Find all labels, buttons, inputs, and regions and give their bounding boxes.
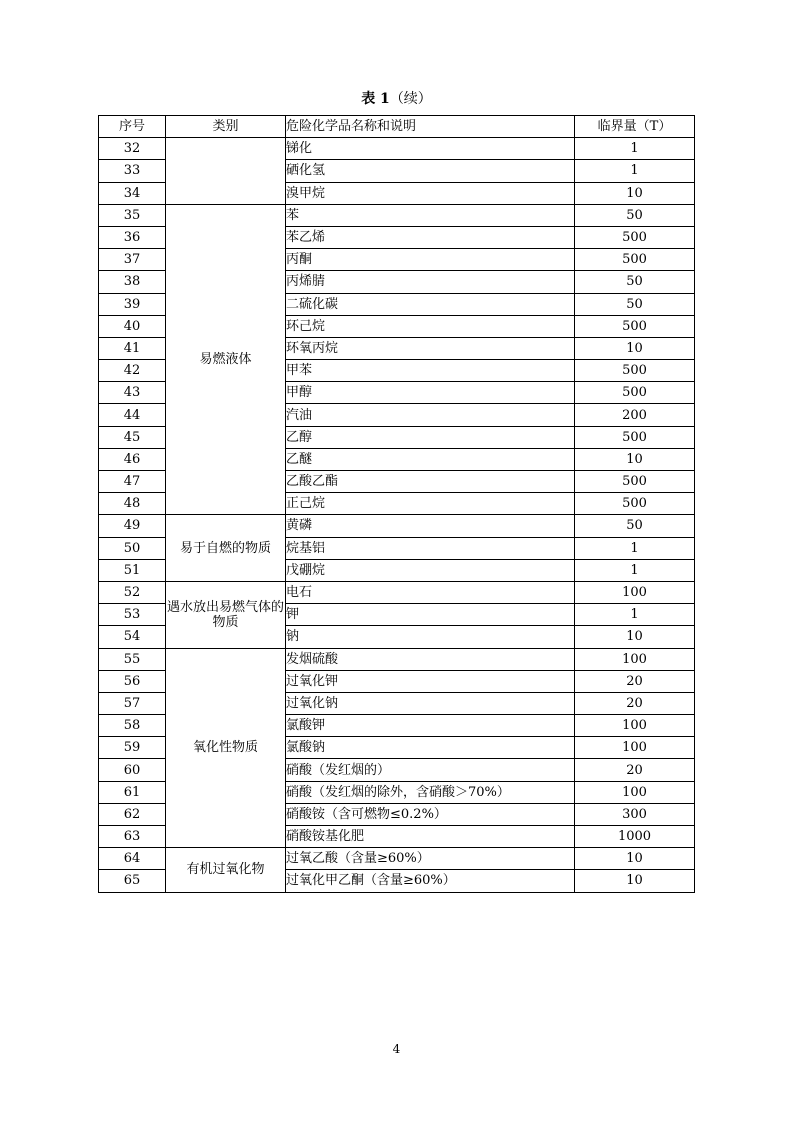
cell-category: 易于自燃的物质 xyxy=(166,515,286,582)
cell-critical-quantity: 500 xyxy=(575,493,695,515)
cell-serial-number: 43 xyxy=(99,382,166,404)
cell-serial-number: 49 xyxy=(99,515,166,537)
cell-serial-number: 42 xyxy=(99,360,166,382)
cell-critical-quantity: 10 xyxy=(575,448,695,470)
cell-chemical-name: 乙酸乙酯 xyxy=(286,471,575,493)
table-body xyxy=(99,138,695,892)
cell-chemical-name: 汽油 xyxy=(286,404,575,426)
cell-serial-number: 57 xyxy=(99,692,166,714)
cell-critical-quantity: 1 xyxy=(575,138,695,160)
cell-critical-quantity: 200 xyxy=(575,404,695,426)
cell-critical-quantity: 100 xyxy=(575,781,695,803)
cell-critical-quantity: 500 xyxy=(575,382,695,404)
cell-critical-quantity: 50 xyxy=(575,271,695,293)
cell-serial-number: 61 xyxy=(99,781,166,803)
cell-chemical-name: 氯酸钠 xyxy=(286,737,575,759)
cell-chemical-name: 钾 xyxy=(286,604,575,626)
header-serial-number: 序号 xyxy=(99,116,166,138)
cell-serial-number: 52 xyxy=(99,581,166,603)
cell-chemical-name: 硒化氢 xyxy=(286,160,575,182)
cell-critical-quantity: 10 xyxy=(575,182,695,204)
cell-critical-quantity: 100 xyxy=(575,737,695,759)
cell-critical-quantity: 500 xyxy=(575,426,695,448)
cell-chemical-name: 发烟硫酸 xyxy=(286,648,575,670)
cell-chemical-name: 戊硼烷 xyxy=(286,559,575,581)
cell-serial-number: 63 xyxy=(99,826,166,848)
cell-chemical-name: 丙酮 xyxy=(286,249,575,271)
cell-critical-quantity: 100 xyxy=(575,581,695,603)
cell-serial-number: 33 xyxy=(99,160,166,182)
cell-critical-quantity: 500 xyxy=(575,249,695,271)
cell-critical-quantity: 50 xyxy=(575,515,695,537)
cell-serial-number: 35 xyxy=(99,204,166,226)
cell-chemical-name: 钠 xyxy=(286,626,575,648)
cell-chemical-name: 苯乙烯 xyxy=(286,226,575,248)
table-row xyxy=(99,515,695,537)
cell-critical-quantity: 100 xyxy=(575,715,695,737)
cell-serial-number: 62 xyxy=(99,803,166,825)
cell-critical-quantity: 1 xyxy=(575,537,695,559)
cell-serial-number: 36 xyxy=(99,226,166,248)
cell-chemical-name: 锑化 xyxy=(286,138,575,160)
cell-critical-quantity: 10 xyxy=(575,626,695,648)
cell-chemical-name: 甲醇 xyxy=(286,382,575,404)
cell-serial-number: 46 xyxy=(99,448,166,470)
cell-chemical-name: 乙醚 xyxy=(286,448,575,470)
table-row xyxy=(99,138,695,160)
cell-critical-quantity: 1 xyxy=(575,559,695,581)
cell-chemical-name: 硝酸铵基化肥 xyxy=(286,826,575,848)
cell-critical-quantity: 50 xyxy=(575,204,695,226)
cell-serial-number: 54 xyxy=(99,626,166,648)
cell-chemical-name: 环己烷 xyxy=(286,315,575,337)
cell-serial-number: 56 xyxy=(99,670,166,692)
header-critical-quantity: 临界量（T） xyxy=(575,116,695,138)
cell-category: 易燃液体 xyxy=(166,204,286,515)
cell-chemical-name: 乙醇 xyxy=(286,426,575,448)
cell-chemical-name: 氯酸钾 xyxy=(286,715,575,737)
cell-critical-quantity: 300 xyxy=(575,803,695,825)
cell-chemical-name: 黄磷 xyxy=(286,515,575,537)
cell-category: 氧化性物质 xyxy=(166,648,286,848)
cell-critical-quantity: 50 xyxy=(575,293,695,315)
cell-critical-quantity: 1 xyxy=(575,604,695,626)
cell-serial-number: 38 xyxy=(99,271,166,293)
cell-serial-number: 53 xyxy=(99,604,166,626)
cell-chemical-name: 过氧化甲乙酮（含量≥60%） xyxy=(286,870,575,892)
table-caption-label: 表 1 xyxy=(361,91,390,107)
cell-serial-number: 48 xyxy=(99,493,166,515)
cell-chemical-name: 硝酸（发红烟的） xyxy=(286,759,575,781)
table-row xyxy=(99,648,695,670)
cell-serial-number: 60 xyxy=(99,759,166,781)
cell-critical-quantity: 1000 xyxy=(575,826,695,848)
page-number: 4 xyxy=(392,1042,401,1056)
cell-critical-quantity: 500 xyxy=(575,226,695,248)
table-row xyxy=(99,204,695,226)
table-caption-suffix: （续） xyxy=(389,91,432,107)
cell-serial-number: 45 xyxy=(99,426,166,448)
cell-critical-quantity: 500 xyxy=(575,315,695,337)
table-header-row xyxy=(99,116,695,138)
cell-critical-quantity: 1 xyxy=(575,160,695,182)
cell-critical-quantity: 500 xyxy=(575,471,695,493)
header-chemical-name: 危险化学品名称和说明 xyxy=(286,116,575,138)
cell-chemical-name: 过氧化钠 xyxy=(286,692,575,714)
cell-chemical-name: 正己烷 xyxy=(286,493,575,515)
cell-chemical-name: 苯 xyxy=(286,204,575,226)
cell-serial-number: 51 xyxy=(99,559,166,581)
cell-serial-number: 64 xyxy=(99,848,166,870)
cell-serial-number: 55 xyxy=(99,648,166,670)
cell-chemical-name: 硝酸铵（含可燃物≤0.2%） xyxy=(286,803,575,825)
cell-serial-number: 39 xyxy=(99,293,166,315)
cell-critical-quantity: 500 xyxy=(575,360,695,382)
table-caption xyxy=(0,90,793,108)
cell-chemical-name: 丙烯腈 xyxy=(286,271,575,293)
cell-chemical-name: 环氧丙烷 xyxy=(286,337,575,359)
cell-category: 遇水放出易燃气体的物质 xyxy=(166,581,286,648)
cell-chemical-name: 电石 xyxy=(286,581,575,603)
cell-serial-number: 37 xyxy=(99,249,166,271)
cell-critical-quantity: 10 xyxy=(575,870,695,892)
cell-serial-number: 32 xyxy=(99,138,166,160)
cell-serial-number: 41 xyxy=(99,337,166,359)
cell-chemical-name: 过氧乙酸（含量≥60%） xyxy=(286,848,575,870)
cell-serial-number: 50 xyxy=(99,537,166,559)
cell-chemical-name: 硝酸（发红烟的除外，含硝酸＞70%） xyxy=(286,781,575,803)
hazardous-chemicals-table xyxy=(98,115,695,893)
cell-chemical-name: 甲苯 xyxy=(286,360,575,382)
cell-serial-number: 58 xyxy=(99,715,166,737)
header-category: 类别 xyxy=(166,116,286,138)
cell-category: 有机过氧化物 xyxy=(166,848,286,892)
table-row xyxy=(99,581,695,603)
cell-serial-number: 40 xyxy=(99,315,166,337)
cell-serial-number: 34 xyxy=(99,182,166,204)
cell-critical-quantity: 10 xyxy=(575,337,695,359)
cell-critical-quantity: 10 xyxy=(575,848,695,870)
cell-serial-number: 59 xyxy=(99,737,166,759)
cell-critical-quantity: 20 xyxy=(575,759,695,781)
cell-critical-quantity: 20 xyxy=(575,670,695,692)
cell-critical-quantity: 100 xyxy=(575,648,695,670)
cell-serial-number: 65 xyxy=(99,870,166,892)
cell-serial-number: 47 xyxy=(99,471,166,493)
cell-critical-quantity: 20 xyxy=(575,692,695,714)
cell-category xyxy=(166,138,286,205)
cell-serial-number: 44 xyxy=(99,404,166,426)
cell-chemical-name: 二硫化碳 xyxy=(286,293,575,315)
cell-chemical-name: 过氧化钾 xyxy=(286,670,575,692)
cell-chemical-name: 溴甲烷 xyxy=(286,182,575,204)
table-row xyxy=(99,848,695,870)
cell-chemical-name: 烷基铝 xyxy=(286,537,575,559)
